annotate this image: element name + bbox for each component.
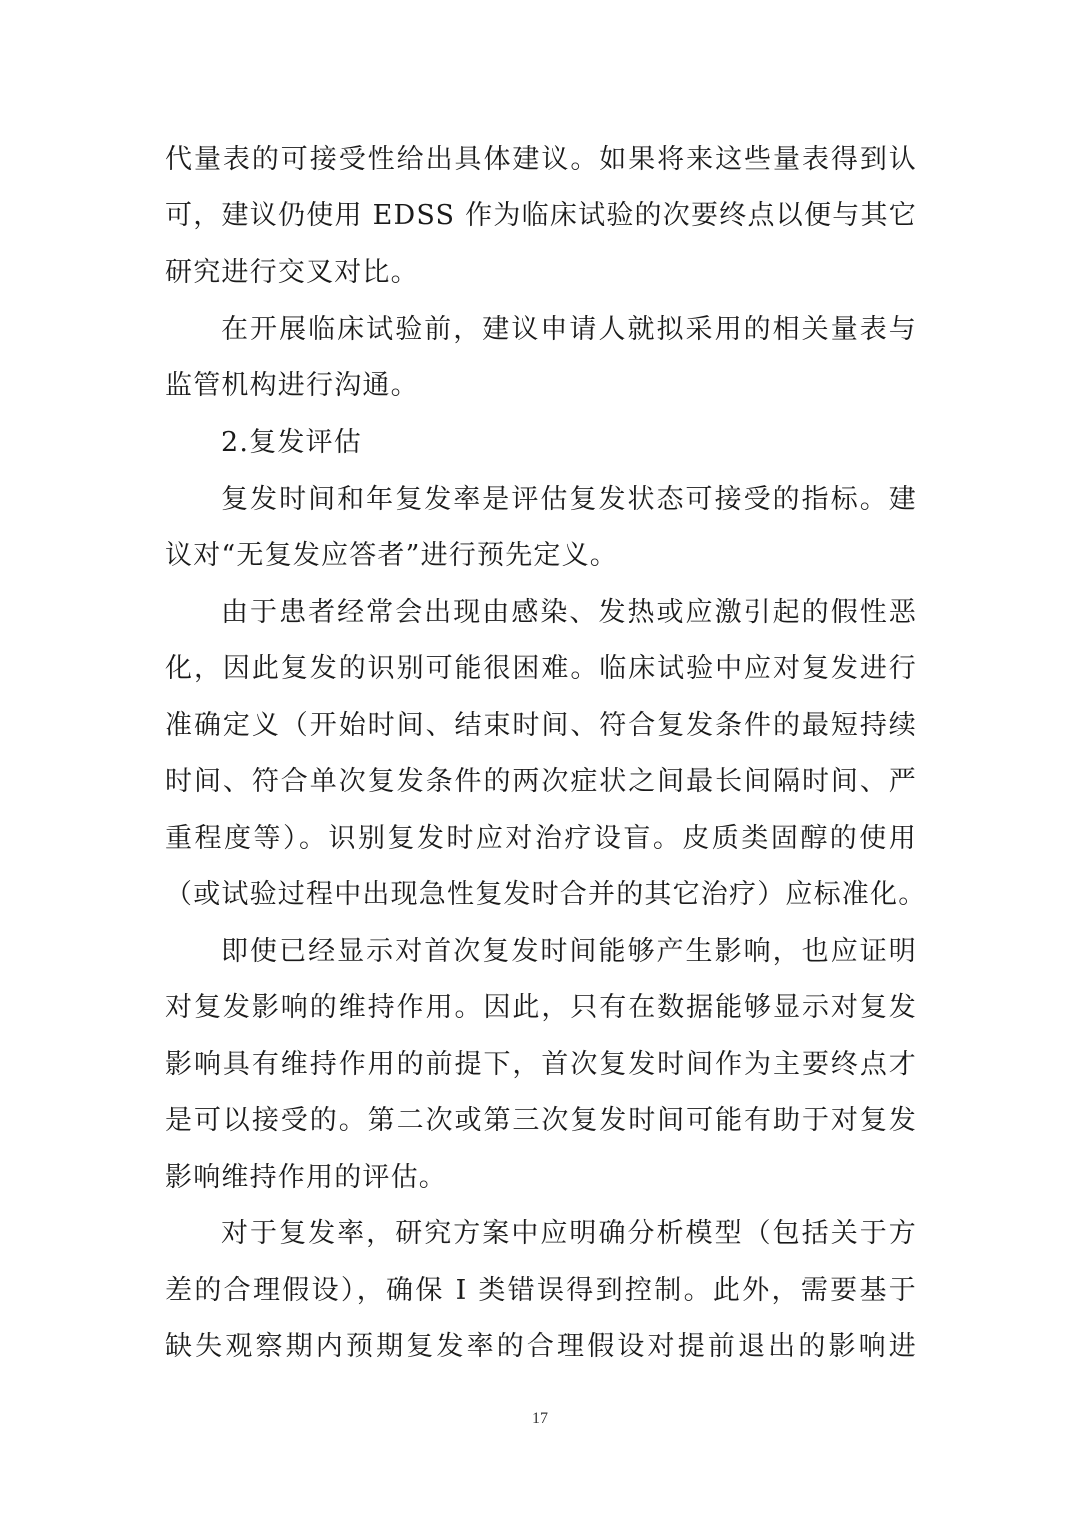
body-text-line: 时间、符合单次复发条件的两次症状之间最长间隔时间、严: [165, 766, 917, 797]
body-text-line: 影响维持作用的评估。: [165, 1162, 447, 1193]
body-text-line: 代量表的可接受性给出具体建议。如果将来这些量表得到认: [165, 144, 917, 175]
body-text-line: （或试验过程中出现急性复发时合并的其它治疗）应标准化。: [165, 879, 927, 910]
body-text-line: 研究进行交叉对比。: [165, 257, 419, 288]
body-text-line: 由于患者经常会出现由感染、发热或应激引起的假性恶: [221, 597, 917, 628]
body-text-line: 准确定义（开始时间、结束时间、符合复发条件的最短持续: [165, 710, 917, 741]
page-number: 17: [532, 1410, 548, 1427]
body-text-line: 监管机构进行沟通。: [165, 370, 419, 401]
body-text-line: 对复发影响的维持作用。因此，只有在数据能够显示对复发: [165, 992, 917, 1023]
body-text-line: 化，因此复发的识别可能很困难。临床试验中应对复发进行: [165, 653, 917, 684]
body-text-line: 复发时间和年复发率是评估复发状态可接受的指标。建: [221, 484, 917, 515]
body-text-line: 议对“无复发应答者”进行预先定义。: [165, 540, 619, 571]
body-text-line: 重程度等）。识别复发时应对治疗设盲。皮质类固醇的使用: [165, 823, 917, 854]
body-text-line: 缺失观察期内预期复发率的合理假设对提前退出的影响进: [165, 1331, 917, 1362]
body-text-line: 即使已经显示对首次复发时间能够产生影响，也应证明: [221, 936, 917, 967]
body-text-line: 在开展临床试验前，建议申请人就拟采用的相关量表与: [221, 314, 917, 345]
body-text-line: 是可以接受的。第二次或第三次复发时间可能有助于对复发: [165, 1105, 917, 1136]
body-text-line: 影响具有维持作用的前提下，首次复发时间作为主要终点才: [165, 1049, 917, 1080]
body-text-line: 差的合理假设），确保 I 类错误得到控制。此外，需要基于: [165, 1275, 917, 1306]
body-text-line: 对于复发率，研究方案中应明确分析模型（包括关于方: [221, 1218, 917, 1249]
body-text-line: 可，建议仍使用 EDSS 作为临床试验的次要终点以便与其它: [165, 200, 917, 231]
section-heading: 2.复发评估: [221, 427, 362, 458]
